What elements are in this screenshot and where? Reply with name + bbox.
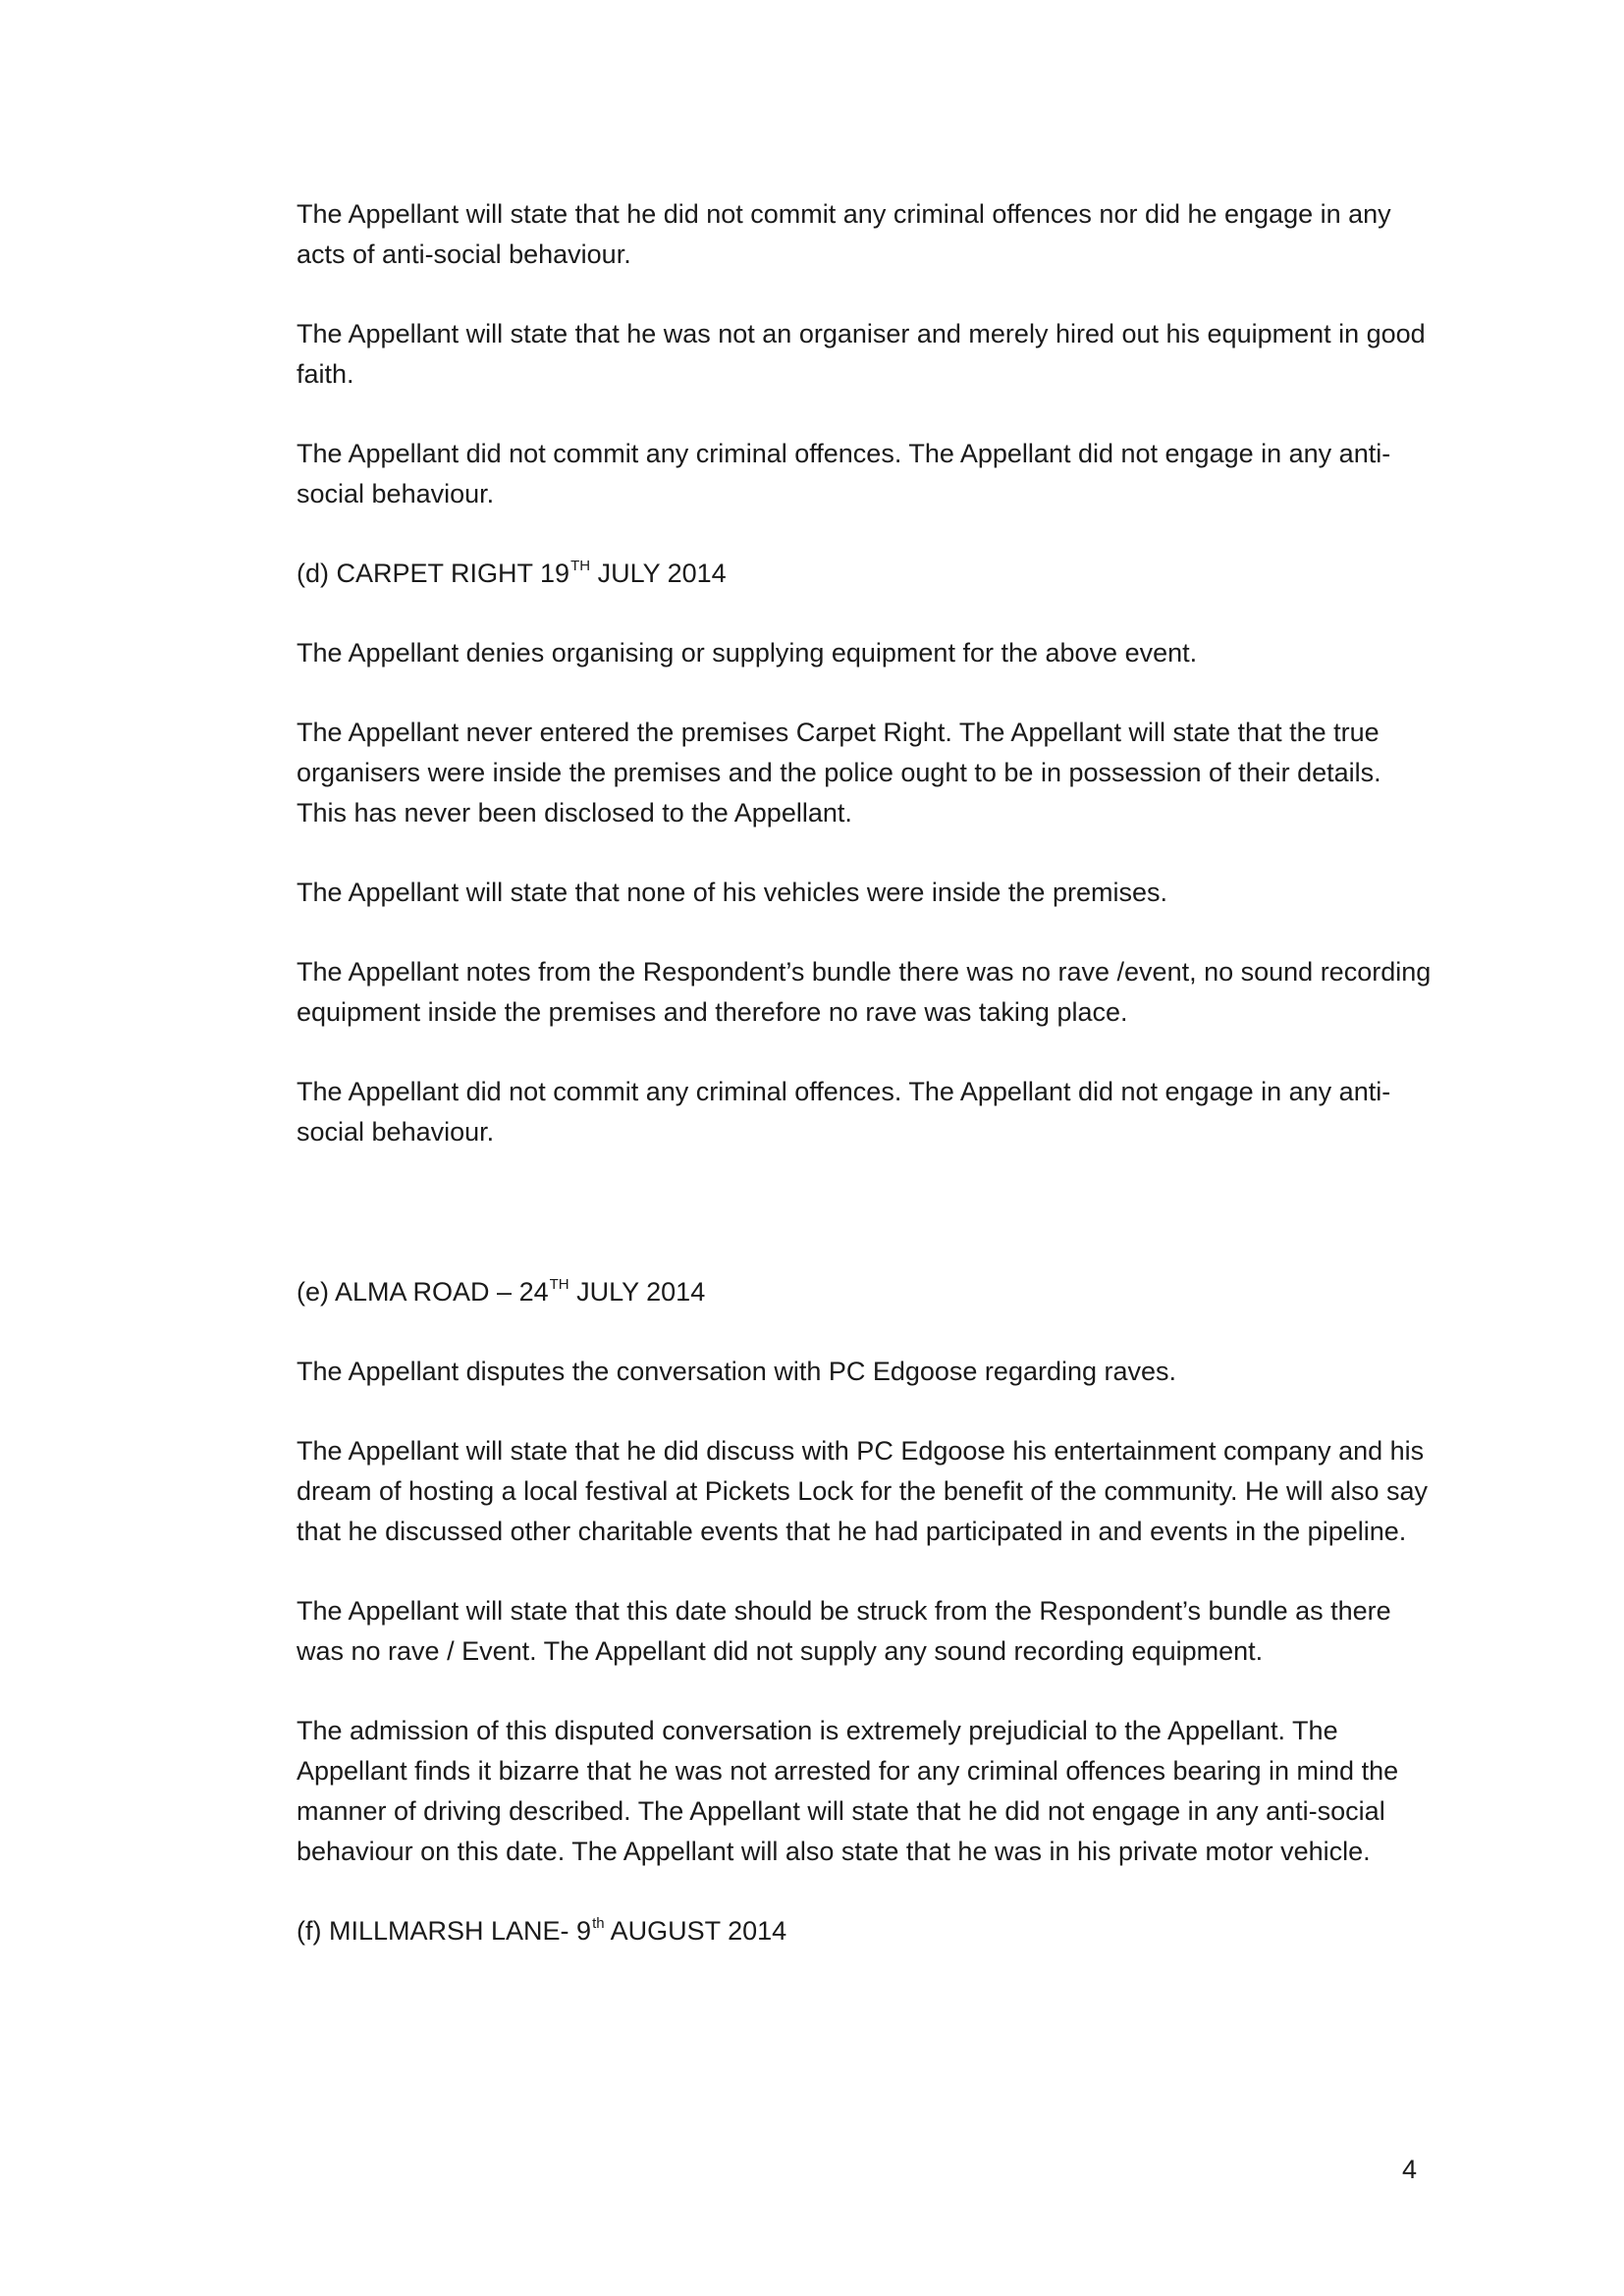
paragraph: The Appellant will state that he did not commit any criminal offences nor did he engage in any acts of anti-social behaviour. (297, 199, 1391, 269)
paragraph: The admission of this disputed conversation is extremely prejudicial to the Appellant. The Appellant finds it bizarre that he was not arrested for any criminal offences bearing in mind the manner of driving described. The Appellant will state that he did not engage in any anti-social behaviour on this date. The Appellant will also state that he was in his private motor vehicle. (297, 1716, 1399, 1866)
heading-ordinal: TH (549, 1276, 569, 1293)
section-heading-e (297, 1272, 1435, 1312)
blank-space (297, 1192, 1435, 1272)
paragraph: The Appellant did not commit any criminal offences. The Appellant did not engage in any anti-social behaviour. (297, 439, 1391, 508)
page-number: 4 (1402, 2155, 1418, 2184)
paragraph: The Appellant will state that this date should be struck from the Respondent’s bundle as there was no rave / Event. The Appellant did not supply any sound recording equipment. (297, 1596, 1391, 1666)
section-heading-d (297, 554, 1435, 594)
paragraph: The Appellant disputes the conversation with PC Edgoose regarding raves. (297, 1357, 1177, 1386)
heading-text: AUGUST 2014 (604, 1916, 787, 1946)
heading-ordinal: th (592, 1915, 605, 1932)
heading-text: JULY 2014 (590, 559, 727, 588)
document-body (297, 194, 1435, 1991)
paragraph: The Appellant notes from the Respondent’s bundle there was no rave /event, no sound recording equipment inside the premises and therefore no rave was taking place. (297, 957, 1432, 1027)
paragraph: The Appellant denies organising or supplying equipment for the above event. (297, 638, 1198, 667)
paragraph: The Appellant did not commit any criminal offences. The Appellant did not engage in any anti-social behaviour. (297, 1077, 1391, 1147)
paragraph: The Appellant will state that he did discuss with PC Edgoose his entertainment company and his dream of hosting a local festival at Pickets Lock for the benefit of the community. He will also say that he discussed other charitable events that he had participated in and events in the pipeline. (297, 1436, 1429, 1546)
section-heading-f (297, 1911, 1435, 1951)
heading-ordinal: TH (570, 558, 591, 574)
heading-text: JULY 2014 (568, 1277, 706, 1307)
heading-text: (d) CARPET RIGHT 19 (297, 559, 570, 588)
heading-text: (e) ALMA ROAD – 24 (297, 1277, 549, 1307)
heading-text: (f) MILLMARSH LANE- 9 (297, 1916, 592, 1946)
paragraph: The Appellant will state that he was not an organiser and merely hired out his equipment in good faith. (297, 319, 1426, 389)
paragraph: The Appellant never entered the premises Carpet Right. The Appellant will state that the true organisers were inside the premises and the police ought to be in possession of their details. This has never been disclosed to the Appellant. (297, 718, 1381, 828)
paragraph: The Appellant will state that none of his vehicles were inside the premises. (297, 878, 1167, 907)
